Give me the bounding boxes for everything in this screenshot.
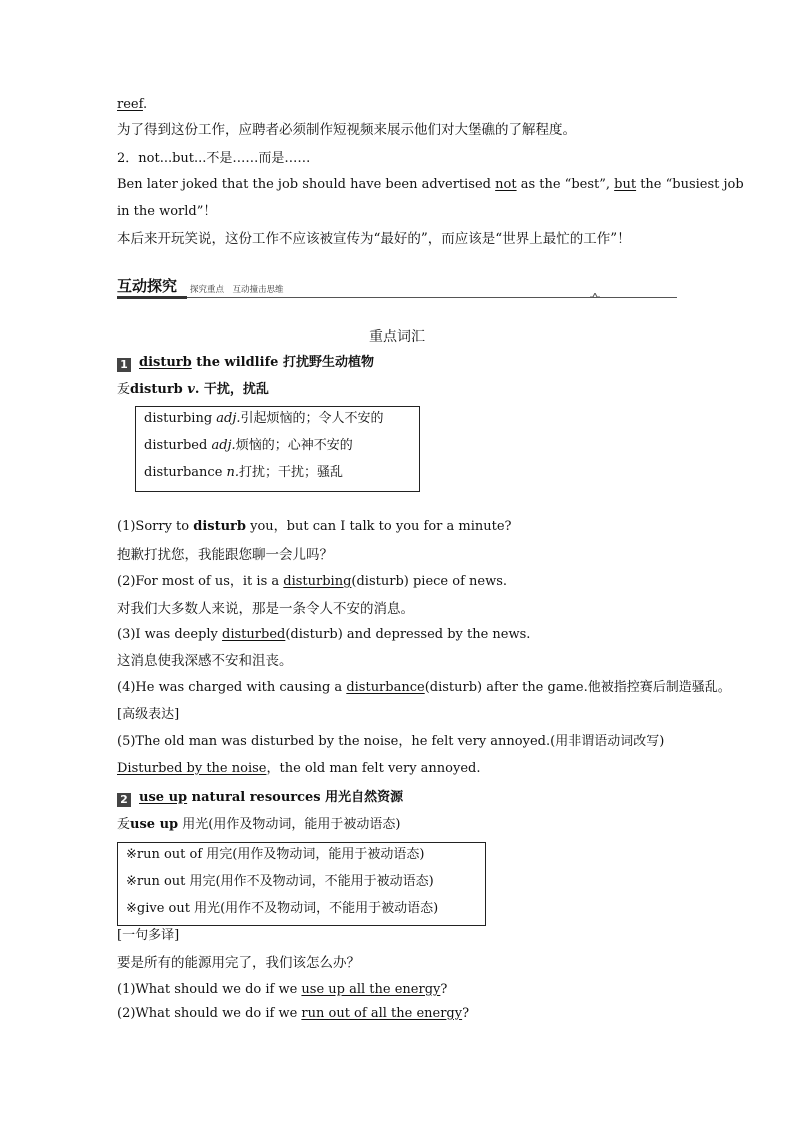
item1-sentence-5-answer: Disturbed by the noise，the old man felt very annoyed. xyxy=(117,761,481,776)
item1-sentence-2: (2)For most of us，it is a disturbing(disturb) piece of news. xyxy=(117,574,508,589)
derivative-row: disturbance n.打扰；干扰；骚乱 xyxy=(144,465,344,480)
item1-definition: 叐disturb v. 干扰，扰乱 xyxy=(117,382,269,397)
answer-blank: use up all the energy xyxy=(301,982,441,997)
item2-number-badge: 2 xyxy=(117,793,131,807)
item1-sentence-3: (3)I was deeply disturbed(disturb) and depressed by the news. xyxy=(117,627,531,642)
answer-blank: run out of all the energy xyxy=(301,1006,463,1021)
item1-derivatives-box xyxy=(135,406,420,492)
item2-translation-2: (2)What should we do if we run out of all the energy? xyxy=(117,1006,470,1021)
example-sentence-line1: Ben later joked that the job should have been advertised not as the “best”, but the “busiest job xyxy=(117,177,744,192)
section-title: 互动探究 xyxy=(117,277,178,295)
item2-related-phrases-box xyxy=(117,842,486,926)
reef-line xyxy=(117,96,147,114)
example-sentence-line2: in the world”！ xyxy=(117,204,217,219)
item1-sentence-3-translation: 这消息使我深感不安和沮丧。 xyxy=(117,653,293,669)
rule-notch xyxy=(590,293,600,299)
but-word: but xyxy=(614,177,637,192)
item1-sentence-2-translation: 对我们大多数人来说，那是一条令人不安的消息。 xyxy=(117,601,414,617)
related-phrase-row: ※run out 用完(用作不及物动词，不能用于被动语态) xyxy=(126,874,434,889)
item2-translation-1: (1)What should we do if we use up all the energy? xyxy=(117,982,448,997)
item2-definition: 叐use up 用光(用作及物动词，能用于被动语态) xyxy=(117,817,401,832)
example-translation: 本后来开玩笑说，这份工作不应该被宣传为“最好的”，而应该是“世界上最忙的工作”！ xyxy=(117,231,631,247)
advanced-expression-label: [高级表达] xyxy=(117,707,180,722)
derivative-row: disturbing adj.引起烦恼的；令人不安的 xyxy=(144,411,384,426)
answer-blank: disturbing xyxy=(283,574,352,589)
related-phrase-row: ※give out 用光(用作不及物动词，不能用于被动语态) xyxy=(126,901,439,916)
translation-line: 为了得到这份工作，应聘者必须制作短视频来展示他们对大堡礁的了解程度。 xyxy=(117,122,576,138)
item1-keyword: disturb xyxy=(139,355,192,370)
section-rule-accent xyxy=(117,296,187,299)
derivative-row: disturbed adj.烦恼的；心神不安的 xyxy=(144,438,353,453)
item2-chinese-sentence: 要是所有的能源用完了，我们该怎么办？ xyxy=(117,955,360,971)
item1-sentence-4: (4)He was charged with causing a disturbance(disturb) after the game.他被指控赛后制造骚乱。 xyxy=(117,680,731,695)
grammar-point-heading: 2．not...but...不是……而是…… xyxy=(117,151,311,166)
item2-keyword: use up xyxy=(139,790,188,805)
definition-marker-icon: 叐 xyxy=(117,817,131,832)
multiple-translation-label: [一句多译] xyxy=(117,928,180,943)
section-subtitle: 探究重点 互动撞击思维 xyxy=(190,285,284,295)
key-vocabulary-title: 重点词汇 xyxy=(369,329,425,345)
item1-sentence-5: (5)The old man was disturbed by the noise，he felt very annoyed.(用非谓语动词改写) xyxy=(117,734,665,749)
item1-sentence-1: (1)Sorry to disturb you，but can I talk to you for a minute? xyxy=(117,519,512,534)
definition-marker-icon: 叐 xyxy=(117,382,131,397)
related-phrase-row: ※run out of 用完(用作及物动词，能用于被动语态) xyxy=(126,847,425,862)
answer-blank: disturbed xyxy=(222,627,286,642)
item2-heading: 2 use up natural resources 用光自然资源 xyxy=(117,789,403,807)
item1-sentence-1-translation: 抱歉打扰您，我能跟您聊一会儿吗？ xyxy=(117,547,333,563)
item1-heading: 1 disturb the wildlife 打扰野生动植物 xyxy=(117,354,374,372)
not-word: not xyxy=(495,177,517,192)
item1-number-badge: 1 xyxy=(117,358,131,372)
reef-word: reef xyxy=(117,97,143,112)
answer-blank: disturbance xyxy=(346,680,425,695)
reef-period: . xyxy=(142,97,148,112)
answer-blank: Disturbed by the noise xyxy=(117,761,267,776)
